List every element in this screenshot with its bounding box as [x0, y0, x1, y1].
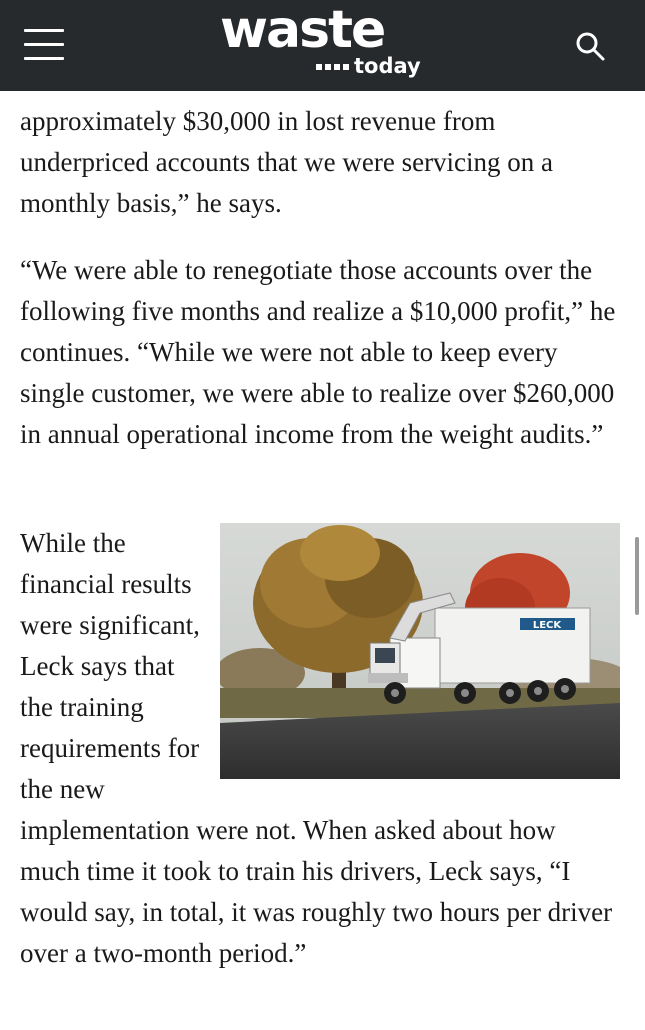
paragraph-text: While the financial results were significant, Leck says that the training requirements for the new implementation were not. When asked about how much time it took to train his drivers, Leck says, “I would say, in total, it was roughly two hours per driver over a two-month period.”: [20, 528, 613, 968]
scrollbar-thumb[interactable]: [635, 537, 639, 615]
top-navigation-bar: [0, 0, 645, 91]
search-icon[interactable]: [574, 30, 606, 62]
garbage-truck-photo: [220, 523, 620, 779]
logo-dots: [316, 64, 349, 70]
article-paragraph: “We were able to renegotiate those accounts over the following five months and realize a $10,000 profit,” he continues. “While we were not able to keep every single customer, we were able to realize over $260,000 in annual operational income from the weight audits.”: [20, 255, 616, 449]
hamburger-menu-icon[interactable]: [24, 29, 64, 61]
truck-label: LECK: [532, 620, 562, 631]
logo-main-text: waste: [220, 0, 385, 60]
logo-sub-text: today: [354, 54, 421, 78]
site-logo[interactable]: [220, 0, 430, 84]
article-paragraph-with-photo: [20, 523, 620, 974]
article-paragraph: approximately $30,000 in lost revenue from underpriced accounts that we were servicing on a monthly basis,” he says.: [20, 106, 554, 218]
